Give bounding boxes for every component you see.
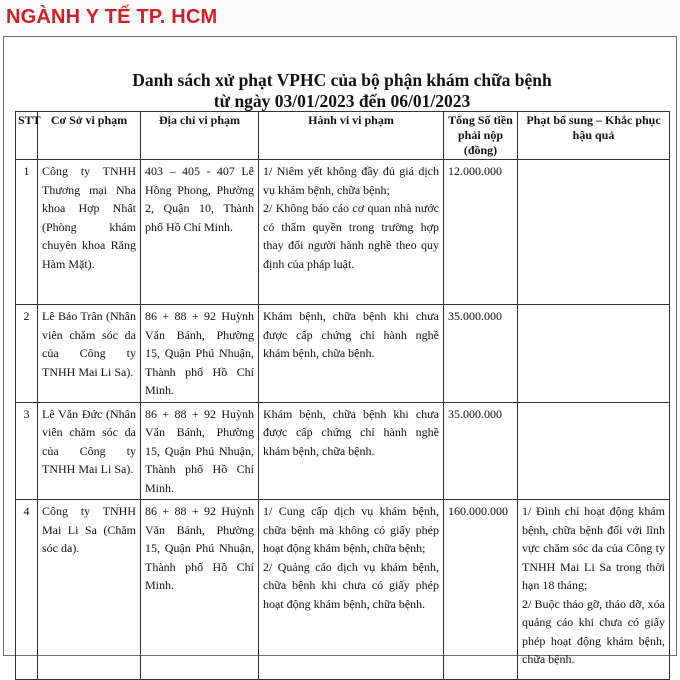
cell-extra-penalty [518,160,670,305]
cell-fine: 12.000.000 [444,160,518,305]
cell-address: 86 + 88 + 92 Huỳnh Văn Bánh, Phường 15, Quận Phú Nhuận, Thành phố Hồ Chí Minh. [141,500,259,680]
cell-facility: Công ty TNHH Thương mại Nha khoa Hợp Nhất (Phòng khám chuyên khoa Răng Hàm Mặt). [38,160,141,305]
violation-item: 1/ Niêm yết không đầy đủ giá dịch vụ khám bệnh, chữa bệnh; [263,164,439,197]
site-title[interactable]: NGÀNH Y TẾ TP. HCM [6,6,218,28]
header-violation: Hành vi vi phạm [259,112,444,160]
violation-item: 1/ Cung cấp dịch vụ khám bệnh, chữa bệnh mà không có giấy phép hoạt động khám bệnh, chữa bệnh; [263,504,439,555]
header-stt: STT [16,112,38,160]
cell-stt: 3 [16,402,38,500]
table-row [16,305,670,403]
violation-item: 2/ Quảng cáo dịch vụ khám bệnh, chữa bệnh khi chưa có giấy phép hoạt động khám bệnh, chữa bệnh. [263,559,439,611]
cell-violation [259,500,444,680]
cell-facility: Lê Bảo Trân (Nhân viên chăm sóc da của Công ty TNHH Mai Li Sa). [38,305,141,403]
cell-stt: 2 [16,305,38,403]
header-fine: Tổng Số tiền phải nộp (đồng) [444,112,518,160]
cell-extra-penalty [518,305,670,403]
document-title [15,70,669,112]
cell-stt: 4 [16,500,38,680]
violation-item: 2/ Không báo cáo cơ quan nhà nước có thẩm quyền trong trường hợp thay đổi người hành nghề theo quy định của pháp luật. [263,201,439,271]
site-banner [0,0,680,36]
violation-item: Khám bệnh, chữa bệnh khi chưa được cấp chứng chỉ hành nghề khám bệnh, chữa bệnh. [263,406,439,458]
table-row [16,402,670,500]
cell-violation [259,160,444,305]
header-extra-penalty: Phạt bổ sung – Khắc phục hậu quả [518,112,670,160]
extra-penalty-item: 1/ Đình chỉ hoạt động khám bệnh, chữa bệnh đối với lĩnh vực chăm sóc da của Công ty TNHH Mai Li Sa trong thời hạn 18 tháng; [522,504,665,592]
cell-extra-penalty [518,402,670,500]
cell-violation [259,305,444,403]
cell-address: 86 + 88 + 92 Huỳnh Văn Bánh, Phường 15, Quận Phú Nhuận, Thành phố Hồ Chí Minh. [141,402,259,500]
cell-address: 86 + 88 + 92 Huỳnh Văn Bánh, Phường 15, Quận Phú Nhuận, Thành phố Hồ Chí Minh. [141,305,259,403]
penalty-table [15,111,670,680]
cell-facility: Lê Văn Đức (Nhân viên chăm sóc da của Công ty TNHH Mai Li Sa). [38,402,141,500]
table-row [16,160,670,305]
header-facility: Cơ Sở vi phạm [38,112,141,160]
cell-address: 403 – 405 - 407 Lê Hồng Phong, Phường 2, Quận 10, Thành phố Hồ Chí Minh. [141,160,259,305]
table-row [16,500,670,680]
document-title-line-2: từ ngày 03/01/2023 đến 06/01/2023 [213,91,471,111]
header-address: Địa chỉ vi phạm [141,112,259,160]
cell-fine: 160.000.000 [444,500,518,680]
cell-fine: 35.000.000 [444,305,518,403]
cell-violation [259,402,444,500]
document-title-line-1: Danh sách xử phạt VPHC của bộ phận khám chữa bệnh [132,70,552,90]
violation-item: Khám bệnh, chữa bệnh khi chưa được cấp chứng chỉ hành nghề khám bệnh, chữa bệnh. [263,309,439,360]
table-header-row [16,112,670,160]
cell-fine: 35.000.000 [444,402,518,500]
cell-stt: 1 [16,160,38,305]
extra-penalty-item: 2/ Buộc tháo gỡ, tháo dỡ, xóa quảng cáo khi chưa có giấy phép hoạt động khám bệnh, chữa bệnh. [522,596,665,666]
cell-facility: Công ty TNHH Mai Li Sa (Chăm sóc da). [38,500,141,680]
cell-extra-penalty [518,500,670,680]
